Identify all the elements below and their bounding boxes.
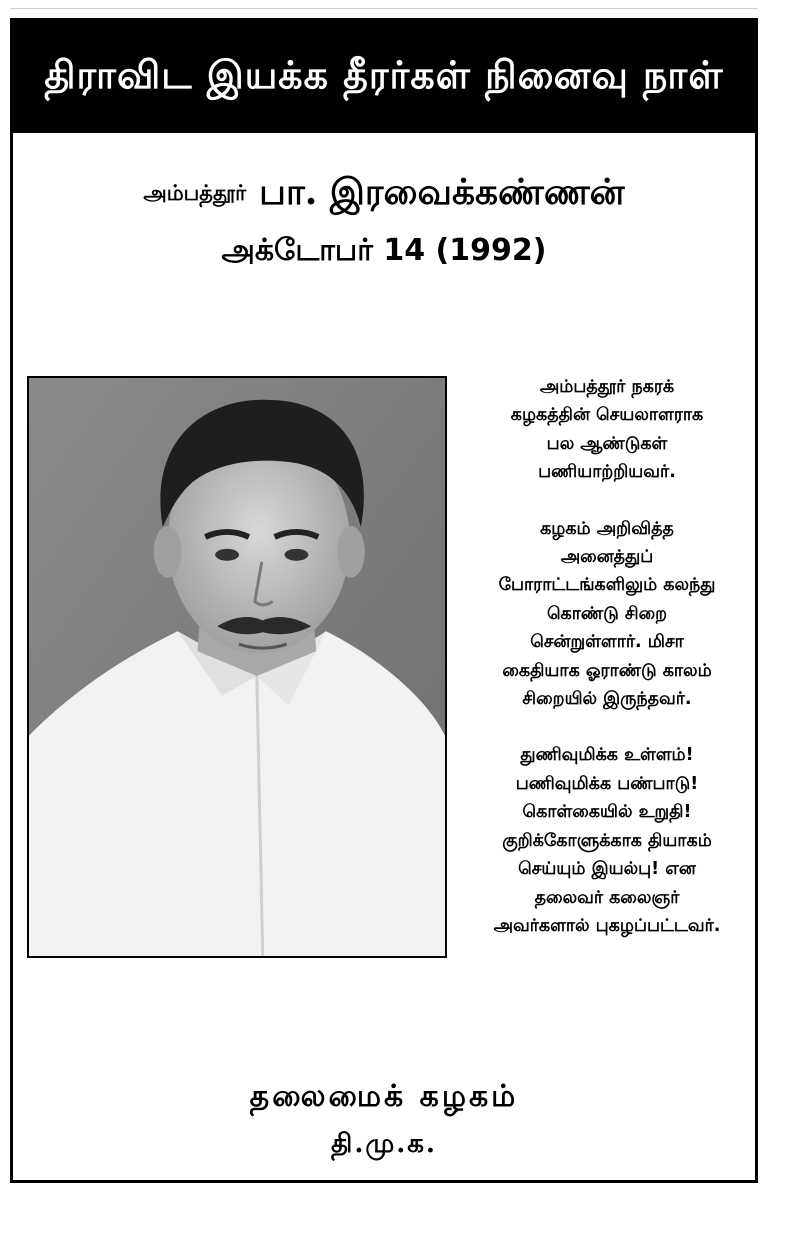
bio-line: தலைவர் கலைஞர் [534, 887, 680, 908]
person-name-line [13, 171, 755, 218]
bio-line: சென்றுள்ளார். மிசா [530, 632, 684, 653]
paragraph-gap [459, 487, 755, 515]
biography-text [459, 373, 755, 940]
bio-line: கழகத்தின் செயலாளராக [510, 405, 704, 426]
footer-subtitle: தி.மு.க. [331, 1129, 437, 1159]
name-prefix: அம்பத்தூர் [143, 181, 247, 205]
bio-line: பல ஆண்டுகள் [546, 433, 668, 454]
bio-line: அனைத்துப் [560, 547, 654, 568]
bio-line: கொண்டு சிறை [546, 603, 668, 624]
paragraph-gap [459, 713, 755, 741]
portrait-photo [27, 376, 447, 958]
bio-line: பணியாற்றியவர். [538, 462, 676, 483]
bio-line: துணிவுமிக்க உள்ளம்! [520, 745, 694, 766]
bio-line: அவர்களால் புகழப்பட்டவர். [493, 915, 721, 936]
bio-line: செய்யும் இயல்பு! என [518, 859, 696, 880]
bio-line: அம்பத்தூர் நகரக் [539, 377, 675, 397]
top-divider [10, 8, 758, 9]
portrait-image [29, 378, 445, 956]
memorial-card [10, 18, 758, 1183]
bio-line: குறிக்கோளுக்காக தியாகம் [502, 830, 712, 851]
bio-line: சிறையில் இருந்தவர். [522, 689, 692, 710]
bio-line: போராட்டங்களிலும் கலந்து [498, 575, 716, 596]
memorial-date: அக்டோபர் 14 (1992) [221, 233, 547, 268]
bio-line: பணிவுமிக்க பண்பாடு! [515, 773, 699, 794]
banner-title: திராவிட இயக்க தீரர்கள் நினைவு நாள் [44, 51, 724, 97]
title-banner [13, 21, 755, 133]
bio-line: கழகம் அறிவித்த [540, 518, 674, 539]
person-name: பா. இரவைக்கண்ணன் [259, 171, 625, 213]
bio-line: கொள்கையில் உறுதி! [522, 802, 692, 823]
bio-line: கைதியாக ஓராண்டு காலம் [502, 660, 712, 681]
footer-title: தலைமைக் கழகம் [249, 1079, 519, 1114]
